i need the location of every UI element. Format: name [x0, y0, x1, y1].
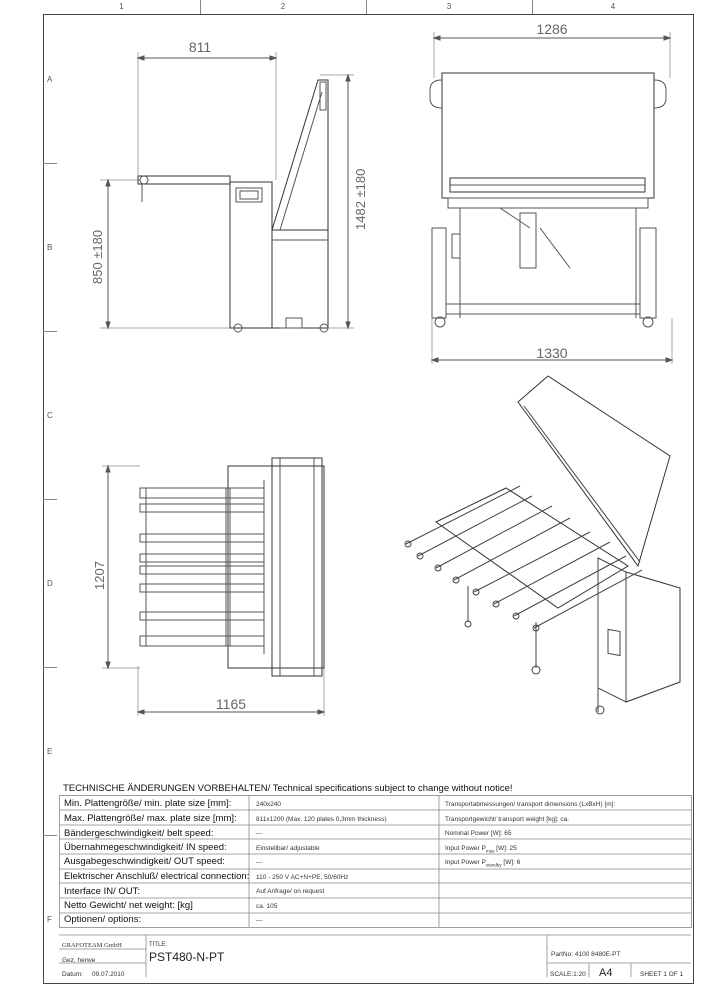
drawing-title: PST480-N-PT — [149, 950, 225, 964]
spec-value: --- — [256, 917, 263, 924]
column-header-4: 4 — [610, 2, 616, 11]
spec-value: Einstellbar/ adjustable — [256, 845, 320, 852]
right-spec: Nominal Power [W]: 65 — [445, 830, 512, 837]
column-divider — [200, 0, 201, 14]
isometric-view-drawing — [396, 372, 696, 722]
row-header-f: F — [47, 915, 52, 924]
right-spec: Transportabmessungen/ transport dimensions (LxBxH) [m]: — [445, 801, 616, 808]
row-header-a: A — [47, 75, 53, 84]
front-view-drawing — [420, 18, 690, 368]
date-label: Datum: — [62, 971, 83, 978]
right-spec: Input Power $P_{max}$ [W]: 25 — [445, 845, 517, 854]
top-view-drawing — [80, 450, 350, 720]
spec-label: Max. Plattengröße/ max. plate size [mm]: — [64, 813, 237, 824]
spec-label: Min. Plattengröße/ min. plate size [mm]: — [64, 798, 232, 809]
title-label: TITLE: — [149, 942, 168, 948]
row-header-d: D — [47, 579, 53, 588]
column-header-3: 3 — [446, 2, 452, 11]
company-name: GRAFOTEAM GmbH — [62, 942, 122, 949]
spec-value: 240x240 — [256, 801, 281, 808]
right-spec: Input Power $P_{standby}$ [W]: 6 — [445, 859, 521, 868]
spec-label: Optionen/ options: — [64, 914, 142, 925]
spec-value: 811x1200 (Max. 120 plates 0,3mm thickness) — [256, 816, 387, 823]
dim-1482: 1482 ±180 — [353, 168, 368, 230]
dim-850: 850 ±180 — [90, 229, 105, 284]
dim-1165: 1165 — [215, 696, 247, 712]
row-divider — [43, 163, 57, 164]
date-value: 09.07.2010 — [92, 971, 125, 978]
dim-1330: 1330 — [536, 345, 568, 361]
dim-1207: 1207 — [92, 561, 107, 590]
column-divider — [366, 0, 367, 14]
row-divider — [43, 667, 57, 668]
sheet-number: SHEET 1 OF 1 — [640, 971, 684, 978]
paper-size: A4 — [599, 967, 613, 979]
spec-value: --- — [256, 859, 263, 866]
column-header-1: 1 — [119, 2, 124, 11]
row-header-e: E — [47, 747, 53, 756]
right-spec: Transportgewicht/ transport weight [kg]: ca. — [445, 816, 570, 823]
dim-1286: 1286 — [536, 21, 568, 37]
row-divider — [43, 331, 57, 332]
spec-value: ca. 105 — [256, 903, 278, 910]
spec-value: Auf Anfrage/ on request — [256, 888, 325, 895]
column-header-2: 2 — [280, 2, 286, 11]
spec-label: Übernahmegeschwindigkeit/ IN speed: — [64, 842, 227, 853]
row-divider — [43, 835, 57, 836]
drawn-by: Gez. herwe — [62, 957, 96, 964]
spec-value: --- — [256, 830, 263, 837]
part-number: PartNo: 4100 8480E-PT — [551, 951, 621, 958]
row-header-c: C — [47, 411, 53, 420]
scale: SCALE:1:20 — [550, 971, 586, 978]
dim-811: 811 — [188, 39, 212, 55]
row-divider — [43, 499, 57, 500]
row-header-b: B — [47, 243, 53, 252]
change-notice: TECHNISCHE ÄNDERUNGEN VORBEHALTEN/ Technical specifications subject to change without notice! — [63, 783, 513, 794]
spec-label: Netto Gewicht/ net weight: [kg] — [64, 900, 193, 911]
spec-label: Ausgabegeschwindigkeit/ OUT speed: — [64, 856, 225, 867]
spec-label: Elektrischer Anschluß/ electrical connection: — [64, 871, 250, 882]
column-divider — [532, 0, 533, 14]
spec-label: Bändergeschwindigkeit/ belt speed: — [64, 828, 214, 839]
spec-label: Interface IN/ OUT: — [64, 886, 141, 897]
spec-value: 110 - 250 V AC+N+PE, 50/60Hz — [256, 874, 349, 881]
side-view-drawing — [80, 30, 380, 340]
